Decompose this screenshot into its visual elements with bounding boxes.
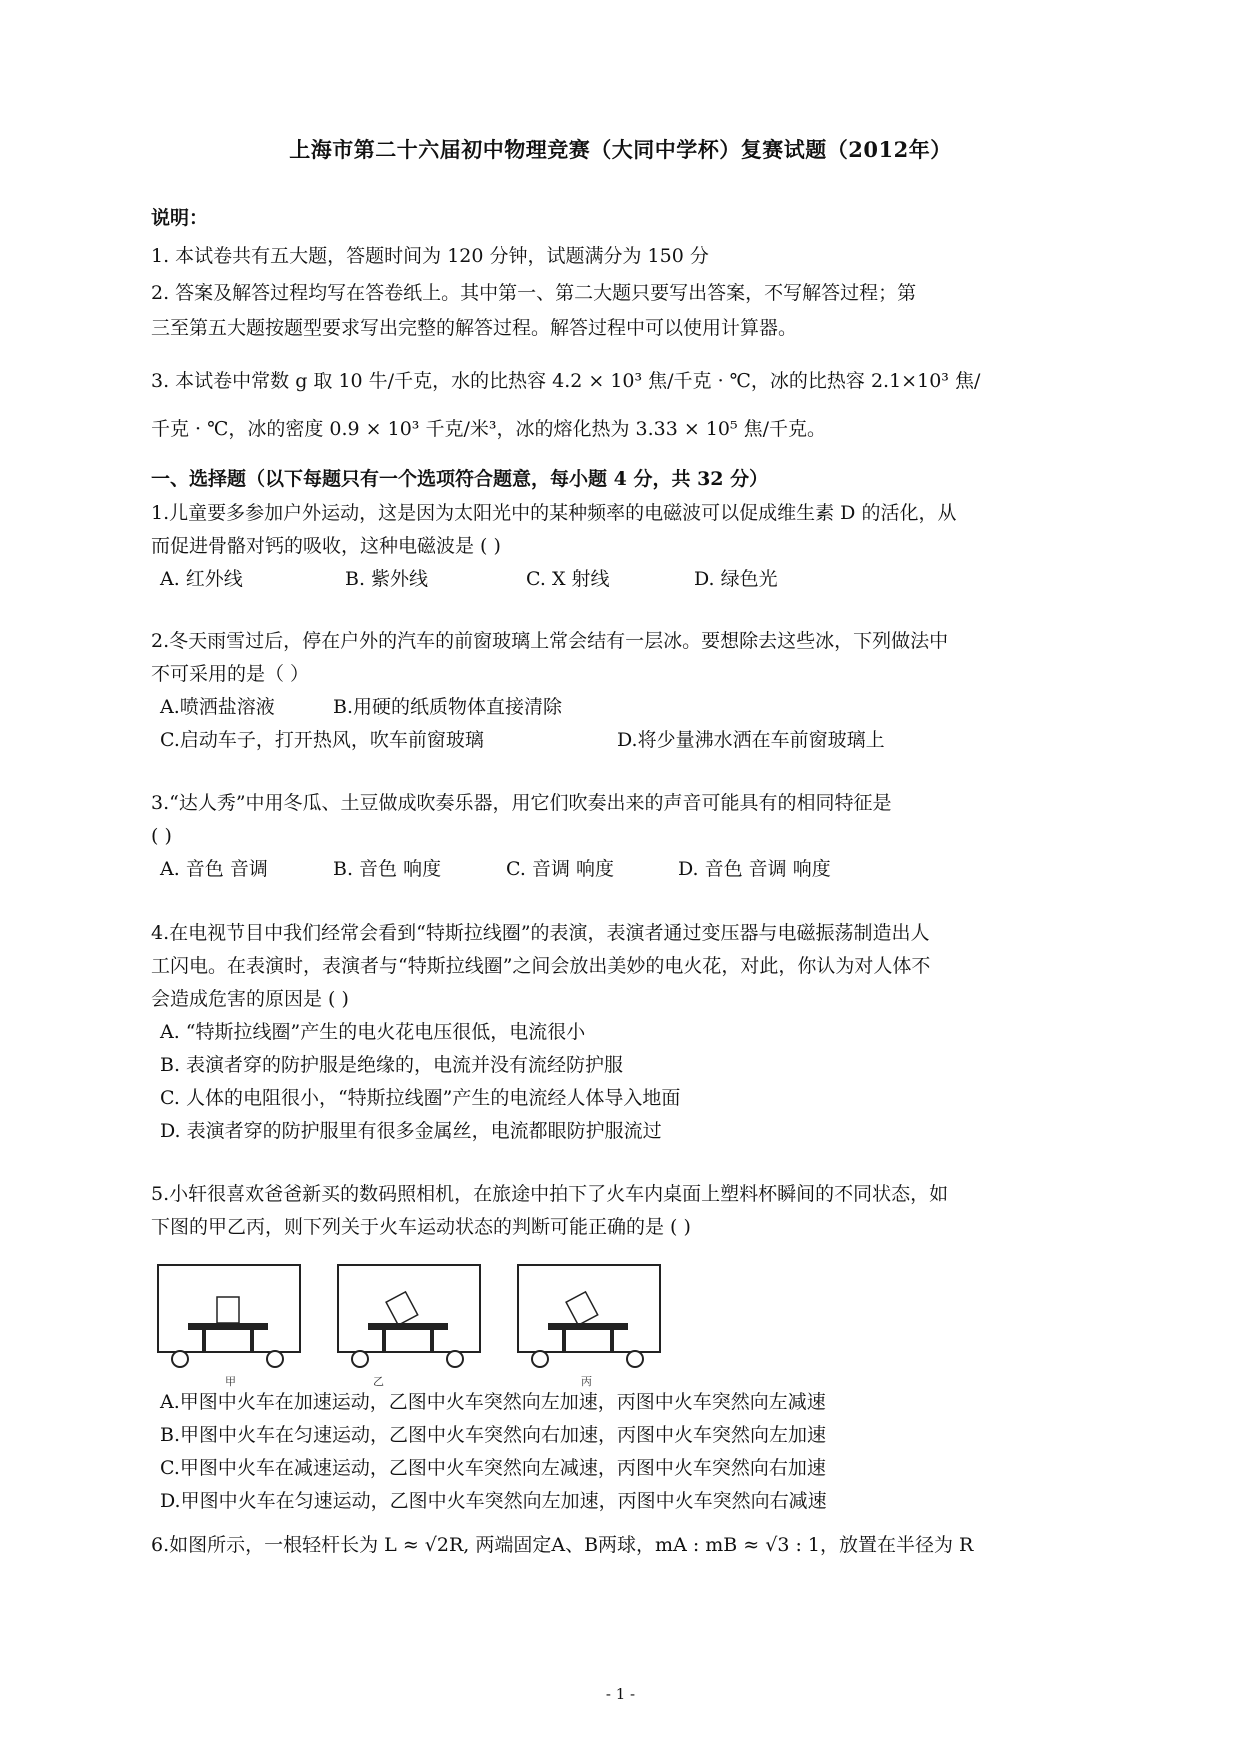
page-title: 上海市第二十六届初中物理竞赛（大同中学杯）复赛试题（2012年） [289,137,952,162]
question-6-line1: 6.如图所示，一根轻杆长为 L ≈ √2R, 两端固定A、B两球，mA : mB ≈ √3 : 1，放置在半径为 R [151,1534,974,1556]
question-1-option-b: B. 紫外线 [345,568,429,590]
instruction-1: 1. 本试卷共有五大题，答题时间为 120 分钟，试题满分为 150 分 [151,245,709,267]
wheel-icon [352,1351,368,1367]
cup-tilted [386,1292,418,1325]
section-1-heading: 一、选择题（以下每题只有一个选项符合题意，每小题 4 分，共 32 分） [151,468,769,490]
table-top [548,1323,628,1330]
question-3-line2: ( ) [151,825,172,847]
question-3-line1: 3.“达人秀”中用冬瓜、土豆做成吹奏乐器，用它们吹奏出来的声音可能具有的相同特征是 [151,792,892,814]
train-panel-yi [338,1265,480,1388]
cup-tilted [566,1292,598,1325]
question-2-line1: 2.冬天雨雪过后，停在户外的汽车的前窗玻璃上常会结有一层冰。要想除去这些冰，下列做法中 [151,630,949,652]
question-5-option-d: D.甲图中火车在匀速运动，乙图中火车突然向左加速，丙图中火车突然向右减速 [160,1490,827,1512]
instruction-3-line2: 千克 · ℃，冰的密度 0.9 × 10³ 千克/米³，冰的熔化热为 3.33 × 10⁵ 焦/千克。 [151,418,827,440]
figure-label-jia: 甲 [225,1375,236,1388]
question-1-option-d: D. 绿色光 [694,568,778,590]
figure-label-yi: 乙 [373,1375,384,1388]
question-5-option-a: A.甲图中火车在加速运动，乙图中火车突然向左加速，丙图中火车突然向左减速 [160,1391,826,1413]
instructions-heading: 说明： [151,207,209,229]
question-4-option-c: C. 人体的电阻很小，“特斯拉线圈”产生的电流经人体导入地面 [160,1087,681,1109]
question-5-option-c: C.甲图中火车在减速运动，乙图中火车突然向左减速，丙图中火车突然向右加速 [160,1457,826,1479]
cup-upright [217,1297,239,1323]
wheel-icon [267,1351,283,1367]
question-1-option-a: A. 红外线 [160,568,243,590]
question-1-line2: 而促进骨骼对钙的吸收，这种电磁波是 ( ) [151,535,501,557]
question-2-option-a: A.喷洒盐溶液 [160,696,275,718]
table-top [188,1323,268,1330]
question-2-option-c: C.启动车子，打开热风，吹车前窗玻璃 [160,729,484,751]
question-4-option-b: B. 表演者穿的防护服是绝缘的，电流并没有流经防护服 [160,1054,624,1076]
question-4-option-d: D. 表演者穿的防护服里有很多金属丝，电流都眼防护服流过 [160,1120,662,1142]
question-1-option-c: C. X 射线 [526,568,610,590]
question-4-line1: 4.在电视节目中我们经常会看到“特斯拉线圈”的表演，表演者通过变压器与电磁振荡制造出人 [151,922,930,944]
question-4-line3: 会造成危害的原因是 ( ) [151,988,349,1010]
figure-label-bing: 丙 [581,1375,592,1388]
question-5-option-b: B.甲图中火车在匀速运动，乙图中火车突然向右加速，丙图中火车突然向左加速 [160,1424,827,1446]
train-panel-bing [518,1265,660,1388]
question-1-line1: 1.儿童要多参加户外运动，这是因为太阳光中的某种频率的电磁波可以促成维生素 D 的活化，从 [151,502,957,524]
question-3-option-a: A. 音色 音调 [160,858,268,880]
question-4-option-a: A. “特斯拉线圈”产生的电火花电压很低，电流很小 [160,1021,586,1043]
instruction-3-line1: 3. 本试卷中常数 g 取 10 牛/千克，水的比热容 4.2 × 10³ 焦/千克 · ℃，冰的比热容 2.1×10³ 焦/ [151,370,981,392]
question-5-line1: 5.小轩很喜欢爸爸新买的数码照相机，在旅途中拍下了火车内桌面上塑料杯瞬间的不同状态，如 [151,1183,949,1205]
train-panel-jia [158,1265,300,1388]
question-5-line2: 下图的甲乙丙，则下列关于火车运动状态的判断可能正确的是 ( ) [151,1216,691,1238]
question-3-option-b: B. 音色 响度 [333,858,442,880]
wheel-icon [532,1351,548,1367]
question-4-line2: 工闪电。在表演时，表演者与“特斯拉线圈”之间会放出美妙的电火花，对此，你认为对人体不 [151,955,931,977]
instruction-2-line1: 2. 答案及解答过程均写在答卷纸上。其中第一、第二大题只要写出答案，不写解答过程；第 [151,282,917,304]
instruction-2-line2: 三至第五大题按题型要求写出完整的解答过程。解答过程中可以使用计算器。 [151,317,798,339]
question-2-option-d: D.将少量沸水洒在车前窗玻璃上 [617,729,885,751]
question-3-option-c: C. 音调 响度 [506,858,614,880]
wheel-icon [627,1351,643,1367]
wheel-icon [447,1351,463,1367]
question-2-option-b: B.用硬的纸质物体直接清除 [333,696,563,718]
wheel-icon [172,1351,188,1367]
page-number: - 1 - [605,1685,636,1703]
table-top [368,1323,448,1330]
train-cup-figure [155,1262,675,1392]
question-3-option-d: D. 音色 音调 响度 [678,858,831,880]
question-2-line2: 不可采用的是（ ） [151,663,310,685]
